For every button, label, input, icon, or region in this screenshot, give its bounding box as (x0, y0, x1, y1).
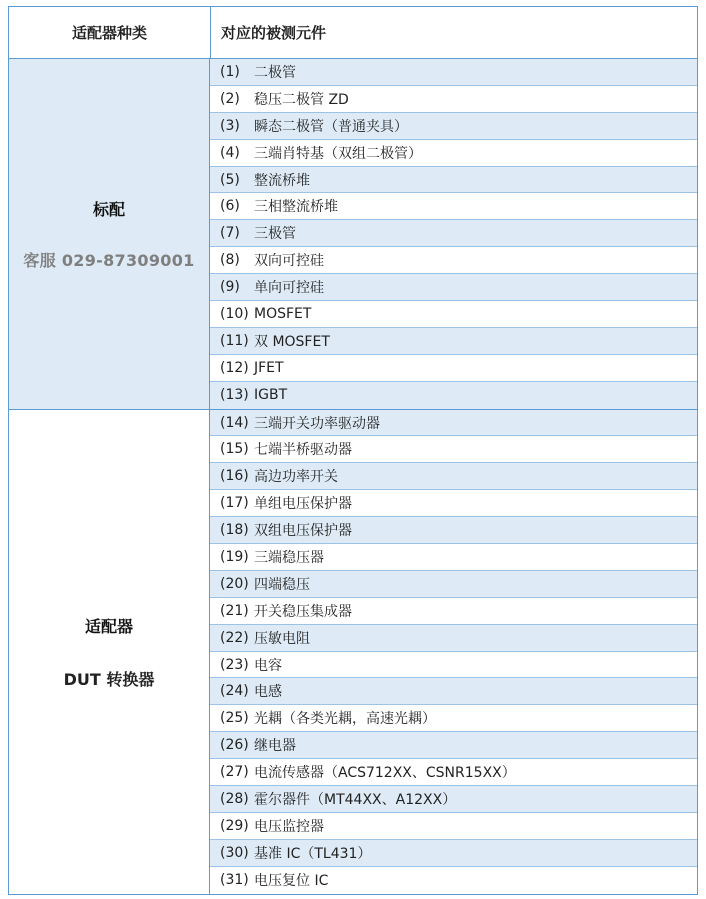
header-adapter-type: 适配器种类 (9, 7, 211, 58)
component-name: IGBT (254, 387, 288, 404)
table-row (210, 732, 697, 759)
component-name: 开关稳压集成器 (254, 603, 352, 620)
item-number: (8) (220, 252, 240, 269)
table-row (210, 840, 697, 867)
item-number: (5) (220, 171, 240, 188)
item-number: (31) (220, 872, 249, 889)
component-name: 电感 (254, 684, 282, 701)
table-row (210, 328, 697, 355)
table-row (210, 274, 697, 301)
item-number: (27) (220, 764, 249, 781)
table-row (210, 652, 697, 679)
item-number: (4) (220, 144, 240, 161)
item-number: (13) (220, 387, 249, 404)
group-standard-title: 标配 (92, 199, 125, 219)
group-dut-adapter (8, 410, 698, 895)
table-row (210, 490, 697, 517)
table-row (210, 59, 697, 86)
table-row (210, 571, 697, 598)
component-name: 霍尔器件（MT44XX、A12XX） (254, 791, 457, 808)
item-number: (9) (220, 279, 240, 296)
item-number: (3) (220, 117, 240, 134)
table-row (210, 355, 697, 382)
component-name: 电容 (254, 657, 282, 674)
adapter-table (8, 6, 698, 895)
item-number: (30) (220, 844, 249, 861)
item-number: (22) (220, 629, 249, 646)
component-name: 单组电压保护器 (254, 496, 352, 513)
table-row (210, 301, 697, 328)
item-number: (26) (220, 737, 249, 754)
table-row (210, 705, 697, 732)
item-number: (10) (220, 305, 249, 322)
table-row (210, 759, 697, 786)
item-number: (25) (220, 710, 249, 727)
component-name: 双 MOSFET (254, 333, 330, 350)
table-row (210, 247, 697, 274)
group-dut-rows (210, 410, 697, 894)
table-row (210, 436, 697, 463)
component-name: 稳压二极管 ZD (254, 91, 349, 108)
item-number: (2) (220, 90, 240, 107)
component-name: 三端开关功率驱动器 (254, 415, 380, 432)
item-number: (12) (220, 359, 249, 376)
component-name: 瞬态二极管（普通夹具） (254, 118, 408, 135)
item-number: (23) (220, 656, 249, 673)
table-row (210, 167, 697, 194)
component-name: 七端半桥驱动器 (254, 442, 352, 459)
group-dut-subtitle: DUT 转换器 (63, 669, 155, 689)
group-standard (8, 59, 698, 410)
component-name: 三极管 (254, 226, 296, 243)
table-row (210, 86, 697, 113)
table-row (210, 517, 697, 544)
header-components: 对应的被测元件 (221, 24, 327, 42)
group-dut-title: 适配器 (84, 616, 133, 636)
table-row (210, 140, 697, 167)
table-row (210, 786, 697, 813)
table-row (210, 678, 697, 705)
component-name: 高边功率开关 (254, 469, 338, 486)
table-row (210, 625, 697, 652)
table-row (210, 193, 697, 220)
item-number: (17) (220, 495, 249, 512)
item-number: (7) (220, 225, 240, 242)
table-row (210, 382, 697, 409)
component-name: 三端肖特基（双组二极管） (254, 145, 422, 162)
component-name: 继电器 (254, 738, 296, 755)
item-number: (18) (220, 522, 249, 539)
component-name: MOSFET (254, 305, 312, 322)
item-number: (19) (220, 548, 249, 565)
item-number: (11) (220, 332, 249, 349)
component-name: 电压复位 IC (254, 873, 329, 890)
item-number: (28) (220, 790, 249, 807)
table-row (210, 113, 697, 140)
component-name: 光耦（各类光耦，高速光耦） (254, 711, 436, 728)
component-name: 整流桥堆 (254, 172, 310, 189)
component-name: 双组电压保护器 (254, 523, 352, 540)
component-name: 基准 IC（TL431） (254, 845, 372, 862)
component-name: 压敏电阻 (254, 630, 310, 647)
component-name: 三端稳压器 (254, 549, 324, 566)
table-row (210, 867, 697, 894)
item-number: (24) (220, 683, 249, 700)
component-name: 双向可控硅 (254, 253, 324, 270)
component-name: 电流传感器（ACS712XX、CSNR15XX） (254, 765, 516, 782)
table-row (210, 813, 697, 840)
component-name: 电压监控器 (254, 818, 324, 835)
table-row (210, 598, 697, 625)
component-name: 四端稳压 (254, 576, 310, 593)
item-number: (6) (220, 198, 240, 215)
group-standard-rows (210, 59, 697, 409)
component-name: 单向可控硅 (254, 280, 324, 297)
item-number: (29) (220, 817, 249, 834)
group-standard-label-cell (9, 59, 210, 409)
item-number: (16) (220, 468, 249, 485)
customer-service-text: 客服 029-87309001 (23, 250, 195, 270)
component-name: JFET (254, 359, 284, 376)
table-row (210, 544, 697, 571)
table-header (8, 6, 698, 59)
item-number: (14) (220, 414, 249, 431)
item-number: (1) (220, 63, 240, 80)
item-number: (21) (220, 602, 249, 619)
component-name: 三相整流桥堆 (254, 199, 338, 216)
item-number: (15) (220, 441, 249, 458)
table-row (210, 463, 697, 490)
component-name: 二极管 (254, 64, 296, 81)
group-dut-label-cell (9, 410, 210, 894)
item-number: (20) (220, 575, 249, 592)
table-row (210, 220, 697, 247)
table-row (210, 410, 697, 437)
